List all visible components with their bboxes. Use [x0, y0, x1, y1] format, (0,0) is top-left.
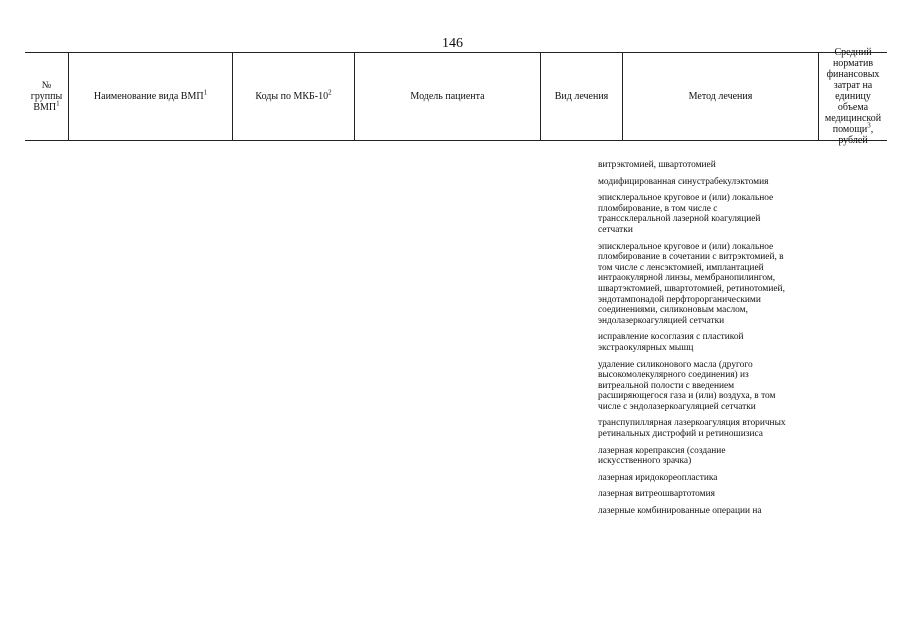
method-item: лазерная витреошвартотомия	[598, 489, 715, 500]
header-treatment-method-text: Метод лечения	[688, 91, 753, 102]
header-average-cost-footnote: 3	[867, 121, 871, 130]
header-patient-model	[354, 53, 540, 140]
method-item: транспупиллярная лазеркоагуляция вторичных ретинальных дистрофий и ретиношизиса	[598, 418, 786, 440]
header-patient-model-text: Модель пациента	[410, 91, 485, 102]
header-vmp-name-text: Наименование вида ВМП	[93, 91, 204, 102]
header-treatment-method	[622, 53, 818, 140]
header-group-number-footnote: 1	[56, 99, 60, 108]
page-number: 146	[442, 36, 463, 51]
method-item: лазерные комбинированные операции на	[598, 506, 762, 517]
method-item: эписклеральное круговое и (или) локальное пломбирование, в том числе с транссклеральной лазерной коагуляцией сетчатки	[598, 193, 774, 235]
header-icd-codes-text: Коды по МКБ-10	[255, 91, 329, 102]
header-average-cost-unit: , рублей	[838, 124, 874, 146]
method-item: исправление косоглазия с пластикой экстраокулярных мышц	[598, 332, 744, 353]
method-item: модифицированная синустрабекулэктомия	[598, 176, 769, 187]
method-item: лазерная иридокореопластика	[598, 472, 718, 483]
header-icd-codes-footnote: 2	[328, 88, 332, 97]
header-group-number-text: № группы ВМП	[30, 80, 63, 113]
header-treatment-type	[540, 53, 622, 140]
method-item: витрэктомией, швартотомией	[598, 160, 716, 170]
table-header	[25, 47, 887, 146]
header-vmp-name-footnote: 1	[203, 88, 208, 97]
header-icd-codes	[232, 53, 354, 140]
header-treatment-type-text: Вид лечения	[554, 91, 609, 102]
header-vmp-name	[68, 53, 232, 140]
treatment-method-list	[598, 160, 790, 523]
header-average-cost	[818, 47, 887, 146]
method-item: лазерная корепраксия (создание искусственного зрачка)	[598, 445, 726, 467]
header-average-cost-text: Средний норматив финансовых затрат на единицу объема медицинской помощи	[824, 47, 882, 135]
method-item: удаление силиконового масла (другого высокомолекулярного соединения) из витреальной полости с введением расширяющегося газа и (или) воздуха, в том числе с эндолазеркоагуляцией сетчатки	[598, 359, 776, 412]
method-item: эписклеральное круговое и (или) локальное пломбирование в сочетании с витрэктомией, в том числе с ленсэктомией, имплантацией интраокулярной линзы, мембранопилингом, швартэктомией, швартотомией, ретинотомией, эндотампонадой перфторорганическими соединениями, силиконовым маслом, эндолазеркоагуляцией сетчатки	[598, 241, 785, 326]
header-group-number	[25, 53, 68, 140]
